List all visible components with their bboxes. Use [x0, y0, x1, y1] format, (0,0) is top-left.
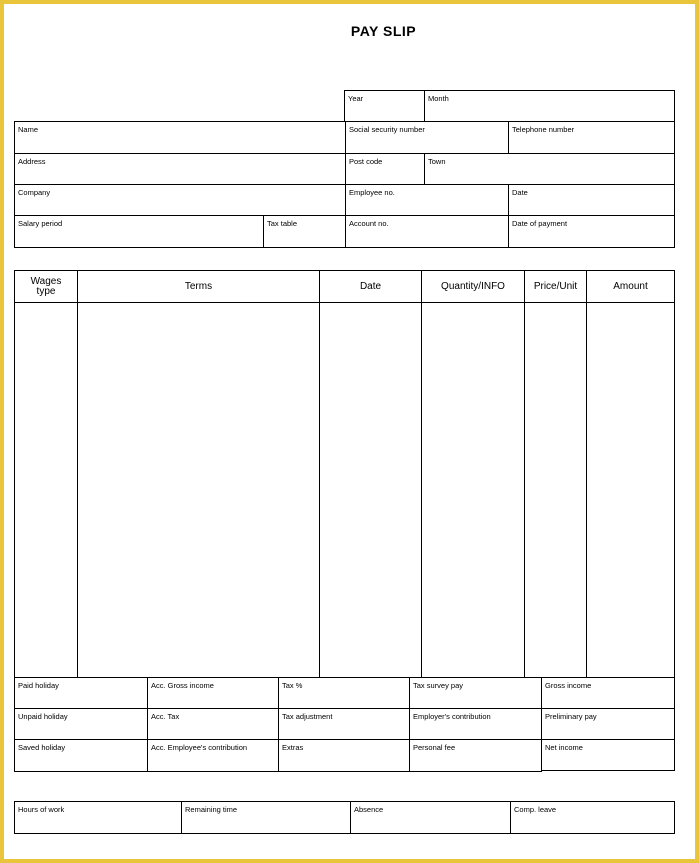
social-security-field[interactable]: Social security number [345, 122, 508, 154]
tax-survey-pay-field[interactable]: Tax survey pay [413, 681, 464, 690]
remaining-time-field[interactable]: Remaining time [181, 802, 350, 833]
employee-info-box [14, 121, 675, 248]
col-header-amount: Amount [613, 280, 648, 292]
extras-field[interactable]: Extras [282, 743, 304, 752]
telephone-field[interactable]: Telephone number [508, 122, 674, 154]
time-summary-box [14, 801, 675, 834]
month-field[interactable]: Month [424, 91, 675, 122]
column-divider [586, 271, 587, 677]
unpaid-holiday-field[interactable]: Unpaid holiday [18, 712, 68, 721]
paid-holiday-field[interactable]: Paid holiday [18, 681, 59, 690]
town-field[interactable]: Town [424, 153, 674, 185]
column-divider [421, 271, 422, 677]
personal-fee-field[interactable]: Personal fee [413, 743, 456, 752]
col-header-quantity-info: Quantity/INFO [441, 280, 505, 292]
address-field[interactable]: Address [15, 153, 345, 185]
hours-of-work-field[interactable]: Hours of work [18, 805, 65, 814]
gross-income-field[interactable]: Gross income [545, 681, 592, 690]
name-field[interactable]: Name [18, 125, 39, 134]
preliminary-pay-field[interactable]: Preliminary pay [545, 712, 597, 721]
summary-bottom-border [541, 770, 675, 771]
year-field[interactable]: Year [348, 94, 364, 103]
saved-holiday-field[interactable]: Saved holiday [18, 743, 66, 752]
col-header-price-unit: Price/Unit [533, 280, 578, 292]
column-divider [77, 271, 78, 677]
acc-gross-income-field[interactable]: Acc. Gross income [151, 681, 214, 690]
acc-tax-field[interactable]: Acc. Tax [151, 712, 180, 721]
tax-adjustment-field[interactable]: Tax adjustment [282, 712, 333, 721]
net-income-field[interactable]: Net income [545, 743, 583, 752]
wages-table [14, 270, 675, 678]
year-month-box [344, 90, 675, 122]
wages-header-divider [15, 302, 674, 303]
comp-leave-field[interactable]: Comp. leave [510, 802, 674, 833]
absence-field[interactable]: Absence [350, 802, 510, 833]
column-divider [319, 271, 320, 677]
salary-period-field[interactable]: Salary period [15, 215, 263, 247]
tax-percent-field[interactable]: Tax % [282, 681, 303, 690]
date-field[interactable]: Date [508, 184, 674, 216]
col-header-terms: Terms [184, 280, 213, 292]
col-header-wages-type: Wages type [30, 275, 62, 297]
acc-employee-contribution-field[interactable]: Acc. Employee's contribution [151, 743, 248, 752]
date-of-payment-field[interactable]: Date of payment [508, 215, 674, 247]
col-header-date: Date [359, 280, 382, 292]
column-divider [524, 271, 525, 677]
post-code-field[interactable]: Post code [345, 153, 424, 185]
document-title: PAY SLIP [350, 23, 417, 39]
company-field[interactable]: Company [15, 184, 345, 216]
summary-grid [14, 677, 675, 773]
summary-right-border [674, 677, 675, 771]
tax-table-field[interactable]: Tax table [263, 215, 345, 247]
account-no-field[interactable]: Account no. [345, 215, 508, 247]
employer-contribution-field[interactable]: Employer's contribution [413, 712, 491, 721]
employee-no-field[interactable]: Employee no. [345, 184, 508, 216]
